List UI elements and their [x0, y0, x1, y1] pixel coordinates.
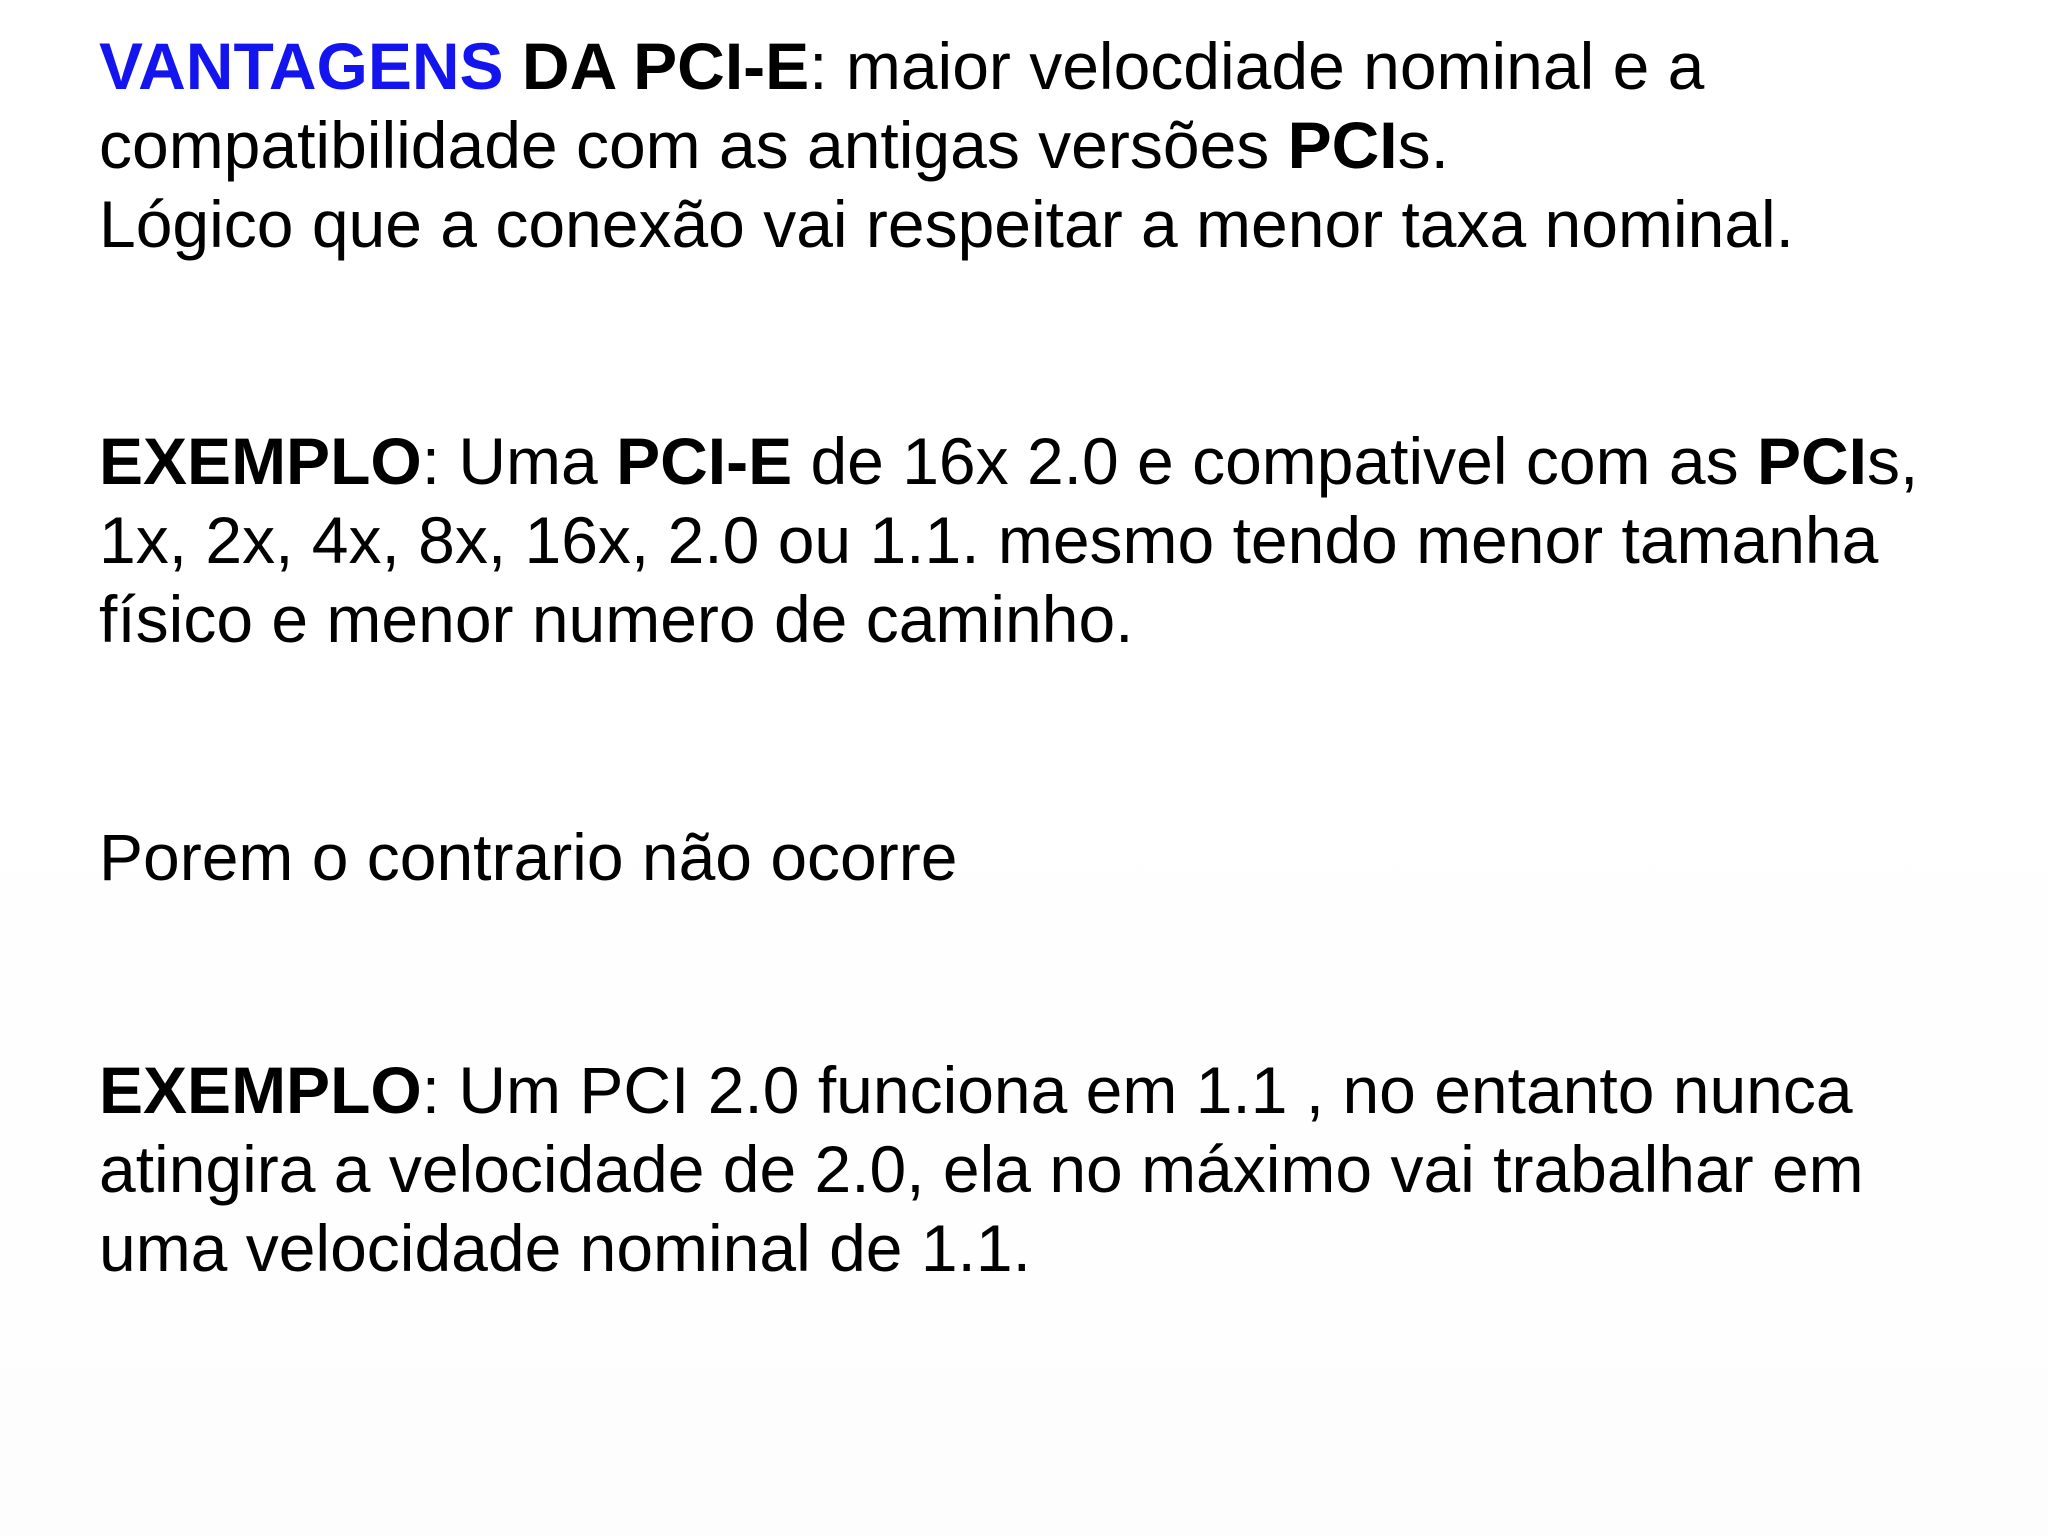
however-line-1: Porem o contrario não ocorre: [99, 820, 958, 894]
example-1-line-1: [99, 422, 2029, 501]
example-1-tail: s,: [1866, 424, 1919, 498]
advantages-line-2-text: compatibilidade com as antigas versões: [99, 108, 1288, 182]
example-1-bold-1: PCI-E: [616, 424, 793, 498]
advantages-line-2-tail: s.: [1397, 108, 1449, 182]
example-2-label: EXEMPLO: [99, 1053, 422, 1127]
example-1-bold-2: PCI: [1756, 424, 1867, 498]
advantages-line-3: Lógico que a conexão vai respeitar a menor taxa nominal.: [99, 187, 1795, 261]
advantages-paragraph: [99, 27, 2029, 264]
example-1-text-1: : Uma: [421, 424, 617, 498]
example-1-text-2: de 16x 2.0 e compativel com as: [792, 424, 1757, 498]
example-1-line-3: físico e menor numero de caminho.: [99, 582, 1134, 656]
advantages-line-2: [99, 106, 2029, 185]
heading-space: [504, 29, 522, 103]
example-2-line-1-text: : Um PCI 2.0 funciona em 1.1 , no entanto nunca: [421, 1053, 1853, 1127]
however-paragraph: [99, 818, 2029, 897]
advantages-heading-rest: DA PCI-E: [521, 29, 810, 103]
advantages-line-1-text: : maior velocdiade nominal e a: [809, 29, 1705, 103]
example-1-paragraph: [99, 422, 2029, 659]
advantages-heading-word: VANTAGENS: [99, 29, 504, 103]
example-2-paragraph: [99, 1051, 2029, 1288]
example-1-label: EXEMPLO: [99, 424, 422, 498]
example-2-line-3: uma velocidade nominal de 1.1.: [99, 1211, 1031, 1285]
example-1-line-2: 1x, 2x, 4x, 8x, 16x, 2.0 ou 1.1. mesmo tendo menor tamanha: [99, 503, 1879, 577]
example-2-line-2: atingira a velocidade de 2.0, ela no máximo vai trabalhar em: [99, 1132, 1864, 1206]
advantages-line-2-bold: PCI: [1287, 108, 1398, 182]
example-2-line-1: [99, 1051, 2029, 1130]
advantages-line-1: [99, 27, 2029, 106]
